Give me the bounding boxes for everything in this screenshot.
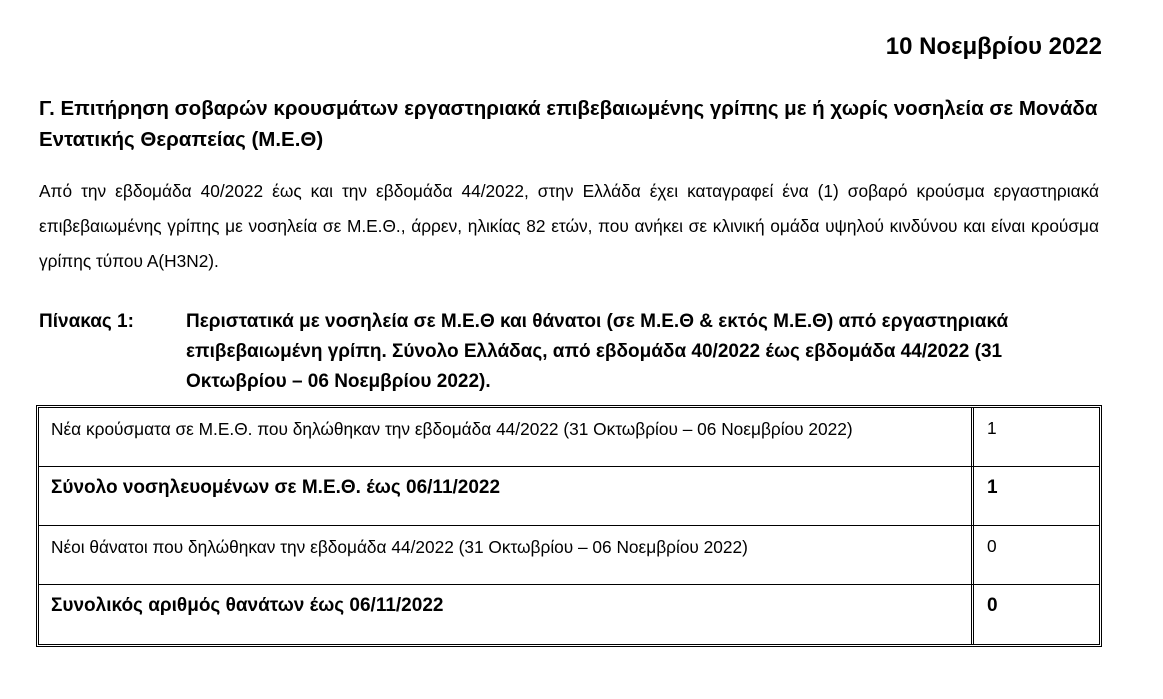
table-row [39,585,1099,644]
table-caption-text: Περιστατικά με νοσηλεία σε Μ.Ε.Θ και θάνατοι (σε Μ.Ε.Θ & εκτός Μ.Ε.Θ) από εργαστηριακά επιβεβαιωμένη γρίπη. Σύνολο Ελλάδας, από εβδομάδα 40/2022 έως εβδομάδα 44/2022 (31 Οκτωβρίου – 06 Νοεμβρίου 2022). [186,311,1009,392]
table-caption-label: Πίνακας 1: [39,311,134,332]
table-caption [39,307,1104,397]
table-row-label: Συνολικός αριθμός θανάτων έως 06/11/2022 [51,595,444,616]
table-row [39,408,1099,467]
table-row-value: 1 [987,477,998,498]
icu-table [36,405,1102,647]
table-row-label: Σύνολο νοσηλευομένων σε Μ.Ε.Θ. έως 06/11/2022 [51,477,501,498]
table-row-value: 1 [987,418,997,438]
table-row-label: Νέοι θάνατοι που δηλώθηκαν την εβδομάδα 44/2022 (31 Οκτωβρίου – 06 Νοεμβρίου 2022) [51,537,748,557]
table-row [39,467,1099,526]
table-row-value: 0 [987,536,997,556]
table-row-label: Νέα κρούσματα σε Μ.Ε.Θ. που δηλώθηκαν την εβδομάδα 44/2022 (31 Οκτωβρίου – 06 Νοεμβρίου 2022) [51,419,853,439]
section-paragraph: Από την εβδομάδα 40/2022 έως και την εβδομάδα 44/2022, στην Ελλάδα έχει καταγραφεί ένα (1) σοβαρό κρούσμα εργαστηριακά επιβεβαιωμένης γρίπης με νοσηλεία σε Μ.Ε.Θ., άρρεν, ηλικίας 82 ετών, που ανήκει σε κλινική ομάδα υψηλού κινδύνου και είναι κρούσμα γρίπης τύπου Α(H3N2). [39,181,1099,271]
table-row [39,526,1099,585]
table-row-value: 0 [987,595,998,616]
report-date: 10 Νοεμβρίου 2022 [885,33,1102,60]
section-title: Γ. Επιτήρηση σοβαρών κρουσμάτων εργαστηριακά επιβεβαιωμένης γρίπης με ή χωρίς νοσηλεία σε Μονάδα Εντατικής Θεραπείας (Μ.Ε.Θ) [39,97,1098,151]
